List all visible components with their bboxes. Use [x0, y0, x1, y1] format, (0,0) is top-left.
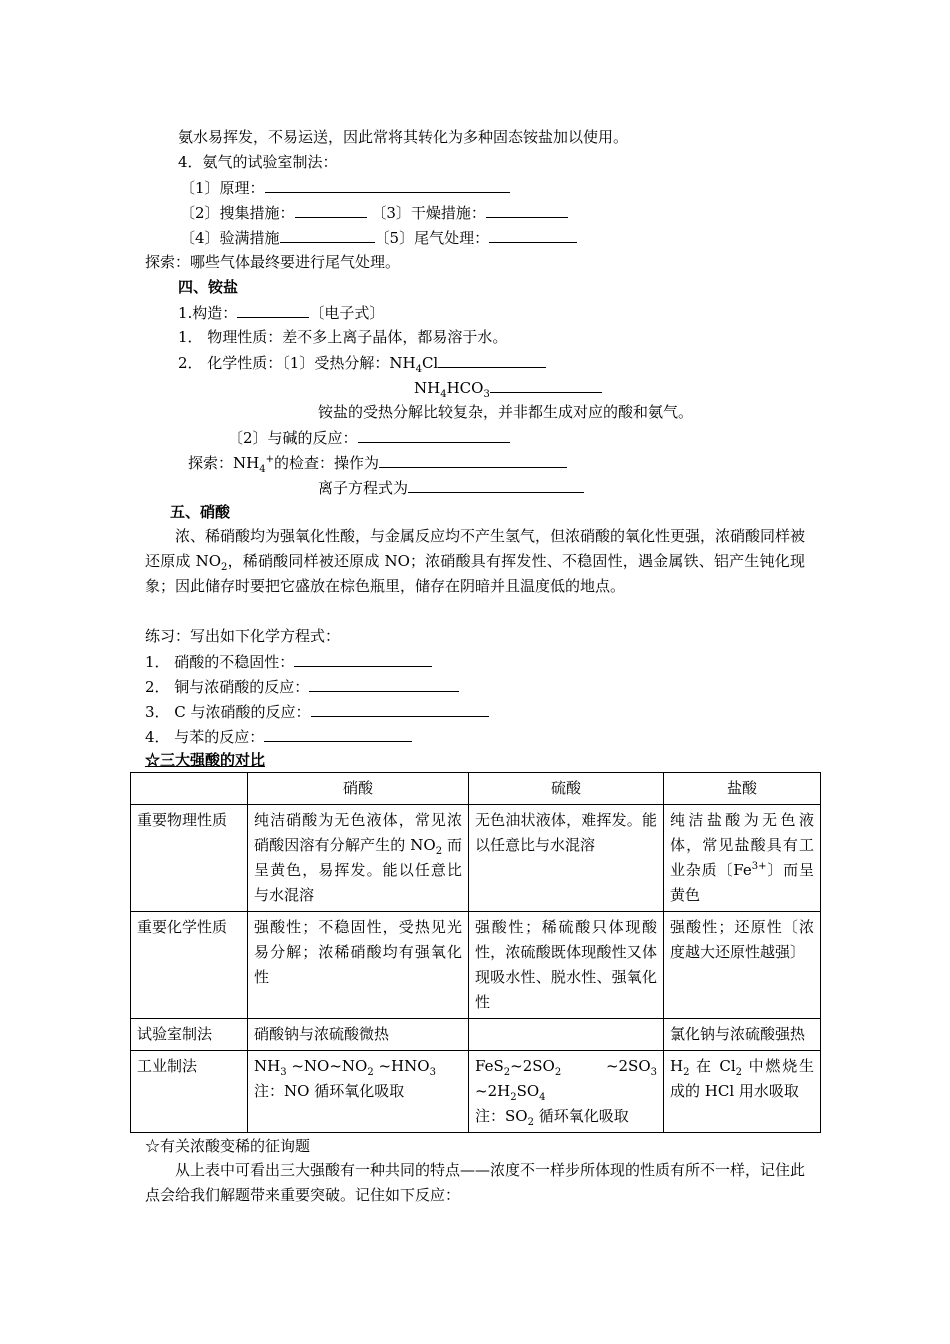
text-ammonia-water: 氨水易挥发，不易运送，因此常将其转化为多种固态铵盐加以使用。	[178, 128, 629, 146]
nh4cl-blank[interactable]	[438, 352, 546, 368]
principle-label: 〔1〕原理：	[180, 179, 265, 197]
ammonium-test-blank[interactable]	[379, 452, 567, 468]
exercise-1-blank[interactable]	[294, 651, 432, 667]
cell-sulfuric-chemical: 强酸性；稀硫酸只体现酸性，浓硫酸既体现酸性又体现吸水性、脱水性、强氧化性	[469, 912, 664, 1019]
header-empty	[131, 773, 248, 805]
chemical-props-label: 2． 化学性质：〔1〕受热分解：NH	[178, 354, 416, 372]
heading-ammonium-salts: 四、铵盐	[178, 278, 239, 296]
exercise-4-blank[interactable]	[264, 726, 412, 742]
collect-label: 〔2〕搜集措施：	[180, 204, 295, 222]
cell-sulfuric-industrial: $FeS_2\sim 2SO_2$ $\sim 2SO_3$ $\sim 2H_2SO_4$ 注：$SO_2$ 循环氧化吸取	[469, 1051, 664, 1133]
exercise-title: 练习：写出如下化学方程式：	[145, 627, 341, 645]
collect-blank[interactable]	[295, 202, 367, 218]
table-row	[131, 805, 821, 912]
row-label-physical: 重要物理性质	[131, 805, 248, 912]
row-label-industrial: 工业制法	[131, 1051, 248, 1133]
exercise-2-blank[interactable]	[309, 676, 459, 692]
header-sulfuric: 硫酸	[469, 773, 664, 805]
structure-line	[178, 302, 384, 323]
table-title: ☆三大强酸的对比	[145, 751, 266, 769]
base-reaction-line	[228, 427, 510, 448]
principle-line	[180, 177, 510, 198]
decomp-note: 铵盐的受热分解比较复杂，并非都生成对应的酸和氨气。	[318, 403, 694, 421]
table-row	[131, 1019, 821, 1051]
test-full-blank[interactable]	[280, 227, 375, 243]
ionic-eq-label: 离子方程式为	[318, 479, 409, 497]
base-reaction-blank[interactable]	[358, 427, 510, 443]
header-nitric: 硝酸	[248, 773, 469, 805]
ammonium-sub: 4	[259, 464, 266, 475]
ionic-eq-line	[318, 477, 584, 498]
cell-nitric-chemical: 强酸性；不稳固性，受热见光易分解；浓稀硝酸均有强氧化性	[248, 912, 469, 1019]
ammonium-test-a: 探索：NH	[188, 454, 260, 472]
cell-hcl-lab: 氯化钠与浓硫酸强热	[664, 1019, 821, 1051]
cell-sulfuric-lab	[469, 1019, 664, 1051]
exercise-3: 3． C 与浓硝酸的反应：	[145, 701, 489, 722]
cell-nitric-physical: 纯洁硝酸为无色液体，常见浓硝酸因溶有分解产生的 $NO_2$ 而呈黄色，易挥发。能以任意比与水混溶	[248, 805, 469, 912]
cell-sulfuric-physical: 无色油状液体，难挥发。能以任意比与水混溶	[469, 805, 664, 912]
test-tail-line	[180, 227, 577, 248]
chemical-props-line	[178, 352, 546, 373]
nitric-acid-paragraph: 浓、稀硝酸均为强氧化性酸，与金属反应均不产生氢气，但浓硝酸的氧化性更强，浓硝酸同样被还原成 $NO_2$，稀硝酸同样被还原成 NO；浓硝酸具有挥发性、不稳固性，遇金属铁、铝产生钝化现象；因此储存时要把它盛放在棕色瓶里，储存在阴暗并且温度低的地点。	[145, 527, 806, 595]
tail-gas-blank[interactable]	[489, 227, 577, 243]
nh4hco3-blank[interactable]	[490, 377, 602, 393]
nh4hco3-line	[414, 377, 602, 398]
exercise-1: 1． 硝酸的不稳固性：	[145, 651, 432, 672]
table-row	[131, 912, 821, 1019]
test-full-label: 〔4〕验满措施	[180, 229, 280, 247]
ammonium-sup: +	[265, 454, 274, 465]
base-reaction-label: 〔2〕与碱的反应：	[228, 429, 358, 447]
ammonium-test-b: 的检查：操作为	[273, 454, 379, 472]
dry-label: 〔3〕干燥措施：	[371, 204, 486, 222]
explore-tail-gas: 探索：哪些气体最终要进行尾气处理。	[145, 253, 401, 271]
collect-dry-line	[180, 202, 568, 223]
dilute-acid-title: ☆有关浓酸变稀的征询题	[145, 1137, 311, 1155]
dilute-acid-paragraph: 从上表中可看出三大强酸有一种共同的特点——浓度不一样步所体现的性质有所不一样，记住此点会给我们解题带来重要突破。记住如下反应：	[145, 1161, 806, 1204]
acid-comparison-table	[130, 772, 821, 1133]
nh4hco3-a: NH	[414, 379, 441, 397]
structure-blank[interactable]	[237, 302, 309, 318]
structure-label: 1.构造：	[178, 304, 238, 322]
exercise-3-blank[interactable]	[311, 701, 489, 717]
row-label-chemical: 重要化学性质	[131, 912, 248, 1019]
exercise-4: 4． 与苯的反应：	[145, 726, 412, 747]
row-label-lab: 试验室制法	[131, 1019, 248, 1051]
nh4hco3-sub3: 3	[483, 389, 490, 400]
physical-props: 1． 物理性质：差不多上离子晶体，都易溶于水。	[178, 328, 508, 346]
cell-nitric-lab: 硝酸钠与浓硫酸微热	[248, 1019, 469, 1051]
table-header-row	[131, 773, 821, 805]
nh4cl-cl: Cl	[421, 354, 439, 372]
cell-hcl-physical: 纯洁盐酸为无色液体，常见盐酸具有工业杂质〔$Fe^{3+}$〕而呈黄色	[664, 805, 821, 912]
tail-gas-label: 〔5〕尾气处理：	[374, 229, 490, 247]
nh4hco3-sub4: 4	[440, 389, 447, 400]
cell-hcl-chemical: 强酸性；还原性〔浓度越大还原性越强〕	[664, 912, 821, 1019]
heading-nitric-acid: 五、硝酸	[170, 503, 231, 521]
ionic-eq-blank[interactable]	[408, 477, 584, 493]
header-hydrochloric: 盐酸	[664, 773, 821, 805]
principle-blank[interactable]	[265, 177, 510, 193]
cell-hcl-industrial: $H_2$ 在 $Cl_2$ 中燃烧生成的 HCl 用水吸取	[664, 1051, 821, 1133]
ammonium-test-line	[188, 452, 567, 473]
item4-title: 4．氨气的试验室制法：	[178, 153, 338, 171]
cell-nitric-industrial: $NH_3$ $\sim NO\sim NO_2$ $\sim HNO_3$ 注：NO 循环氧化吸取	[248, 1051, 469, 1133]
exercise-2: 2． 铜与浓硝酸的反应：	[145, 676, 459, 697]
table-row	[131, 1051, 821, 1133]
nh4hco3-b: HCO	[446, 379, 484, 397]
nh4cl-sub: 4	[415, 364, 422, 375]
structure-suffix: 〔电子式〕	[309, 304, 385, 322]
dry-blank[interactable]	[486, 202, 568, 218]
